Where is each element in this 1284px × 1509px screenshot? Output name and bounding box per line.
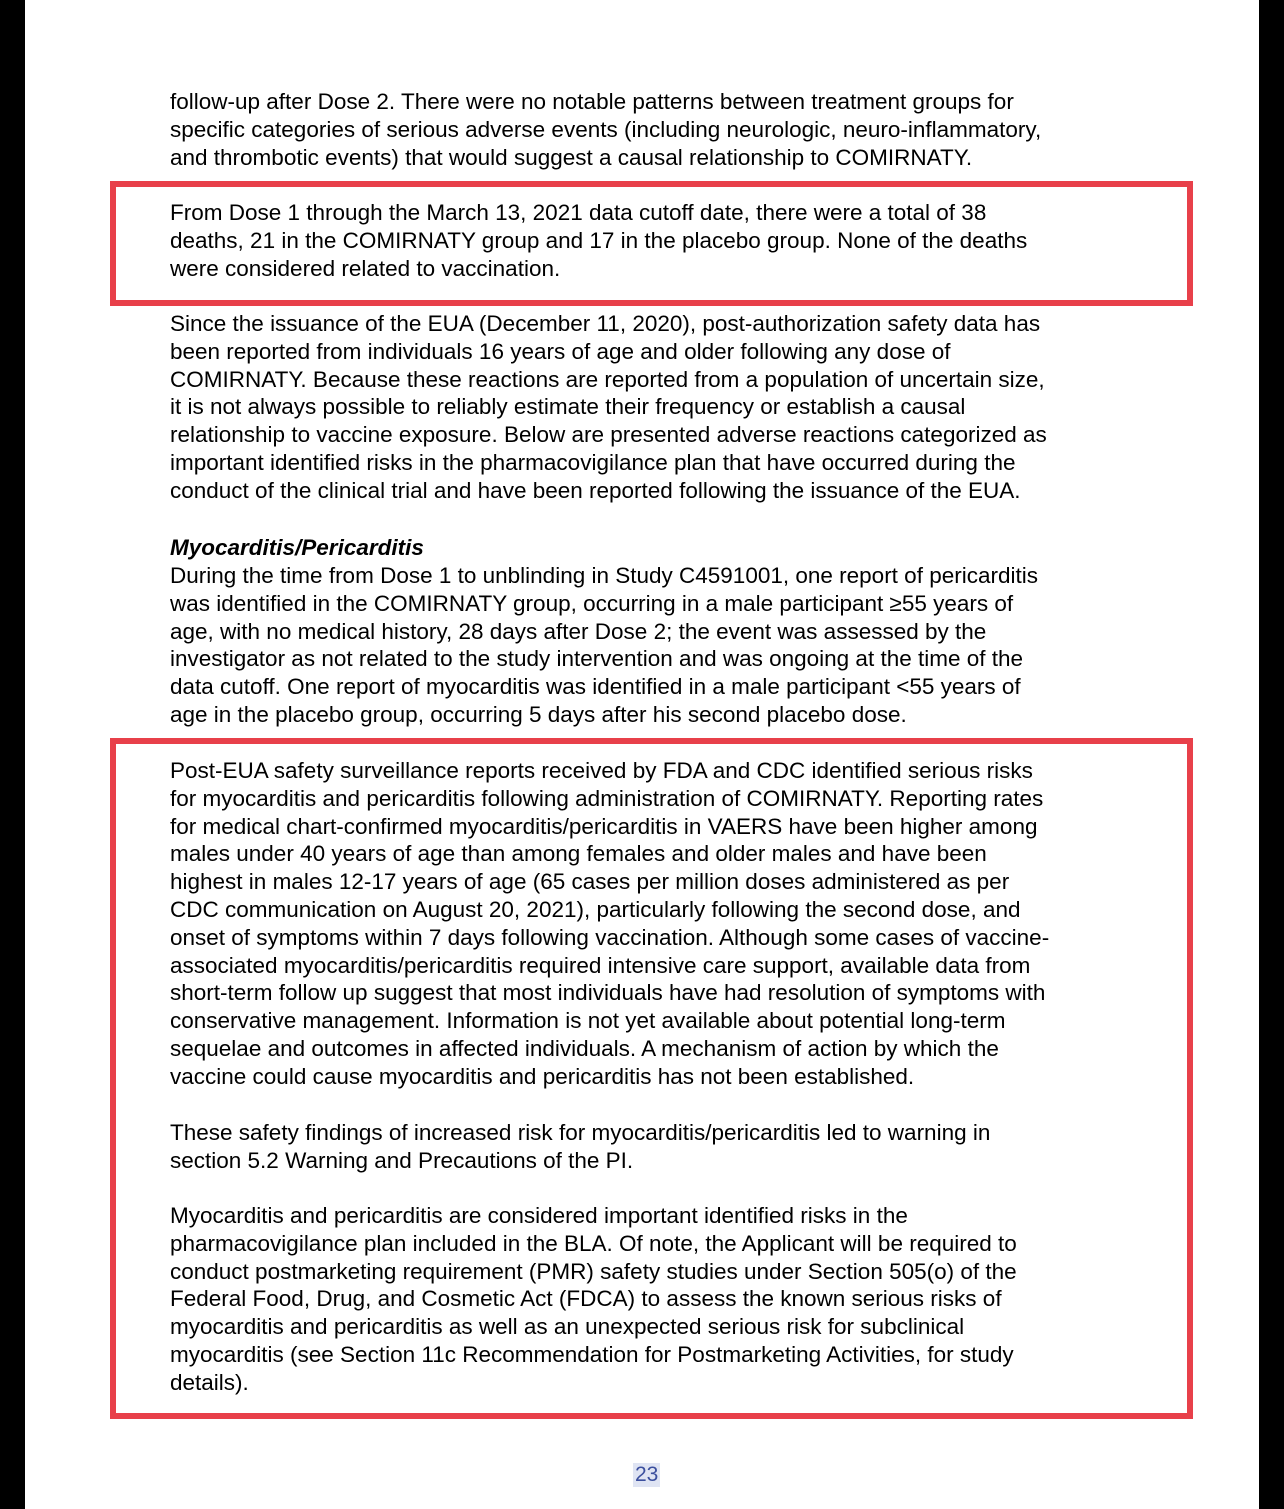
text-line: Since the issuance of the EUA (December 11, 2020), post-authorization safety data has [170,311,1041,336]
text-line: been reported from individuals 16 years of age and older following any dose of [170,338,951,364]
text-line: pharmacovigilance plan included in the BLA. Of note, the Applicant will be required to [170,1230,1017,1256]
text-line: follow-up after Dose 2. There were no notable patterns between treatment groups for [170,89,1014,114]
text-line: From Dose 1 through the March 13, 2021 data cutoff date, there were a total of 38 [170,200,987,225]
text-line: These safety findings of increased risk for myocarditis/pericarditis led to warning in [170,1120,991,1145]
text-line: myocarditis (see Section 11c Recommendation for Postmarketing Activities, for study [170,1341,1014,1367]
text-line: COMIRNATY. Because these reactions are reported from a population of uncertain size, [170,366,1045,392]
text-line: important identified risks in the pharmacovigilance plan that have occurred during the [170,449,1016,475]
text-line: investigator as not related to the study intervention and was ongoing at the time of the [170,646,1024,672]
text-line: CDC communication on August 20, 2021), particularly following the second dose, and [170,896,1021,922]
text-line: short-term follow up suggest that most individuals have had resolution of symptoms with [170,980,1046,1006]
text-line: onset of symptoms within 7 days following vaccination. Although some cases of vaccine- [170,924,1050,950]
page-number: 23 [635,1463,659,1486]
paragraph-safety-findings [170,1119,1130,1175]
text-line: highest in males 12-17 years of age (65 cases per million doses administered as per [170,869,1010,895]
document-page [25,0,1259,1509]
text-line: Myocarditis and pericarditis are considered important identified risks in the [170,1203,908,1228]
text-line: data cutoff. One report of myocarditis was identified in a male participant <55 years of [170,674,1021,700]
text-line: relationship to vaccine exposure. Below are presented adverse reactions categorized as [170,422,1047,448]
text-line: Federal Food, Drug, and Cosmetic Act (FDCA) to assess the known serious risks of [170,1286,1002,1312]
text-line: conduct postmarketing requirement (PMR) safety studies under Section 505(o) of the [170,1258,1017,1284]
text-line: associated myocarditis/pericarditis required intensive care support, available data from [170,952,1031,978]
text-line: conduct of the clinical trial and have been reported following the issuance of the EUA. [170,477,1021,503]
text-line: age, with no medical history, 28 days after Dose 2; the event was assessed by the [170,618,987,644]
text-line: for myocarditis and pericarditis following administration of COMIRNATY. Reporting rates [170,785,1044,811]
section-heading: Myocarditis/Pericarditis [170,535,424,560]
text-line: deaths, 21 in the COMIRNATY group and 17 in the placebo group. None of the deaths [170,227,1028,253]
text-line: section 5.2 Warning and Precautions of the PI. [170,1147,634,1173]
paragraph-post-authorization [170,310,1130,505]
paragraph-followup [170,88,1130,171]
paragraph-clinical-trial [170,562,1130,729]
text-line: conservative management. Information is not yet available about potential long-term [170,1008,1006,1034]
text-line: details). [170,1369,249,1395]
paragraph-deaths [170,199,1130,282]
text-line: sequelae and outcomes in affected individuals. A mechanism of action by which the [170,1035,999,1061]
text-line: myocarditis and pericarditis as well as an unexpected serious risk for subclinical [170,1314,965,1340]
text-line: and thrombotic events) that would suggest a causal relationship to COMIRNATY. [170,144,973,170]
text-line: was identified in the COMIRNATY group, occurring in a male participant ≥55 years of [170,590,1014,616]
text-line: for medical chart-confirmed myocarditis/pericarditis in VAERS have been higher among [170,813,1038,839]
text-line: age in the placebo group, occurring 5 days after his second placebo dose. [170,701,907,727]
text-line: Post-EUA safety surveillance reports received by FDA and CDC identified serious risks [170,758,1033,783]
text-line: it is not always possible to reliably estimate their frequency or establish a causal [170,394,966,420]
text-line: males under 40 years of age than among females and older males and have been [170,841,987,867]
text-line: specific categories of serious adverse events (including neurologic, neuro-inflammatory, [170,116,1042,142]
text-line: vaccine could cause myocarditis and pericarditis has not been established. [170,1063,915,1089]
paragraph-surveillance [170,757,1130,1091]
text-line: were considered related to vaccination. [170,255,561,281]
paragraph-identified-risks [170,1202,1130,1397]
text-line: During the time from Dose 1 to unblinding in Study C4591001, one report of pericarditis [170,563,1038,588]
